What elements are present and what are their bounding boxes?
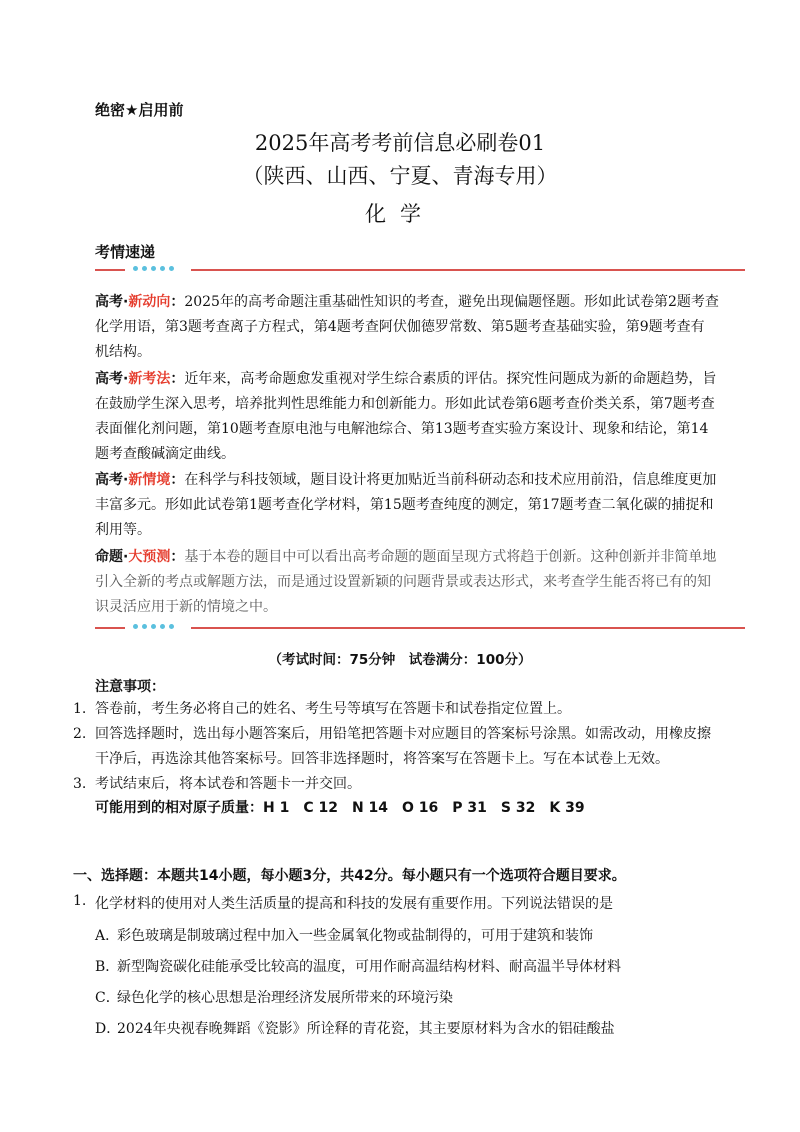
notice-item: 1. 答卷前，考生务必将自己的姓名、考生号等填写在答题卡和试卷指定位置上。	[73, 701, 571, 717]
question-1-stem: 1. 化学材料的使用对人类生活质量的提高和科技的发展有重要作用。下列说法错误的是	[73, 893, 613, 912]
atomic-masses: 可能用到的相对原子质量：H 1 C 12 N 14 O 16 P 31 S 32 K 39	[95, 800, 585, 816]
trend-paragraph-new-context: 高考·新情境：在科学与科技领域，题目设计将更加贴近当前科研动态和技术应用前沿，信息维度更加 丰富多元。形如此试卷第1题考查化学材料，第15题考查纯度的测定，第17题考查二氧化碳的捕捉和 利用等。	[95, 472, 717, 538]
notice-title: 注意事项：	[95, 679, 165, 695]
notice-item: 2. 回答选择题时，选出每小题答案后，用铅笔把答题卡对应题目的答案标号涂黑。如需改动，用橡皮擦 干净后，再选涂其他答案标号。回答非选择题时，将答案写在答题卡上。写在本试卷上无效。	[73, 726, 711, 767]
trend-paragraph-prediction: 命题·大预测：基于本卷的题目中可以看出高考命题的题面呈现方式将趋于创新。这种创新并非简单地 引入全新的考点或解题方法，而是通过设置新颖的问题背景或表达形式，来考查学生能否将已有的知 识灵活应用于新的情境之中。	[95, 549, 717, 615]
exam-trends-heading: 考情速递	[95, 243, 156, 261]
notice-item: 3. 考试结束后，将本试卷和答题卡一并交回。	[73, 776, 361, 792]
exam-time-score: （考试时间：75分钟 试卷满分：100分）	[268, 652, 532, 668]
paper-subtitle: （陕西、山西、宁夏、青海专用）	[242, 164, 558, 188]
top-divider	[95, 264, 745, 276]
trend-paragraph-new-direction: 高考·新动向：2025年的高考命题注重基础性知识的考查，避免出现偏题怪题。形如此试卷第2题考查 化学用语，第3题考查离子方程式，第4题考查阿伏伽德罗常数、第5题考查基础实验，第9题考查有 机结构。	[95, 294, 719, 360]
question-1-option-a: A．彩色玻璃是制玻璃过程中加入一些金属氧化物或盐制得的，可用于建筑和装饰	[95, 928, 593, 944]
bottom-divider	[95, 622, 745, 634]
question-1-option-c: C．绿色化学的核心思想是治理经济发展所带来的环境污染	[95, 990, 453, 1006]
section-title-choice: 一、选择题：本题共14小题，每小题3分，共42分。每小题只有一个选项符合题目要求。	[73, 868, 626, 884]
subject-title: 化学	[365, 202, 435, 226]
paper-title: 2025年高考考前信息必刷卷01	[254, 131, 546, 155]
question-1-option-b: B．新型陶瓷碳化硅能承受比较高的温度，可用作耐高温结构材料、耐高温半导体材料	[95, 959, 621, 975]
secret-label: 绝密★启用前	[95, 101, 184, 119]
trend-paragraph-new-method: 高考·新考法：近年来，高考命题愈发重视对学生综合素质的评估。探究性问题成为新的命题趋势，旨 在鼓励学生深入思考，培养批判性思维能力和创新能力。形如此试卷第6题考查价类关系，第7题考查 表面催化剂问题，第10题考查原电池与电解池综合、第13题考查实验方案设计、现象和结论，第14 题考查酸碱滴定曲线。	[95, 371, 717, 462]
question-1-option-d: D．2024年央视春晚舞蹈《瓷影》所诠释的青花瓷，其主要原材料为含水的铝硅酸盐	[95, 1021, 615, 1037]
